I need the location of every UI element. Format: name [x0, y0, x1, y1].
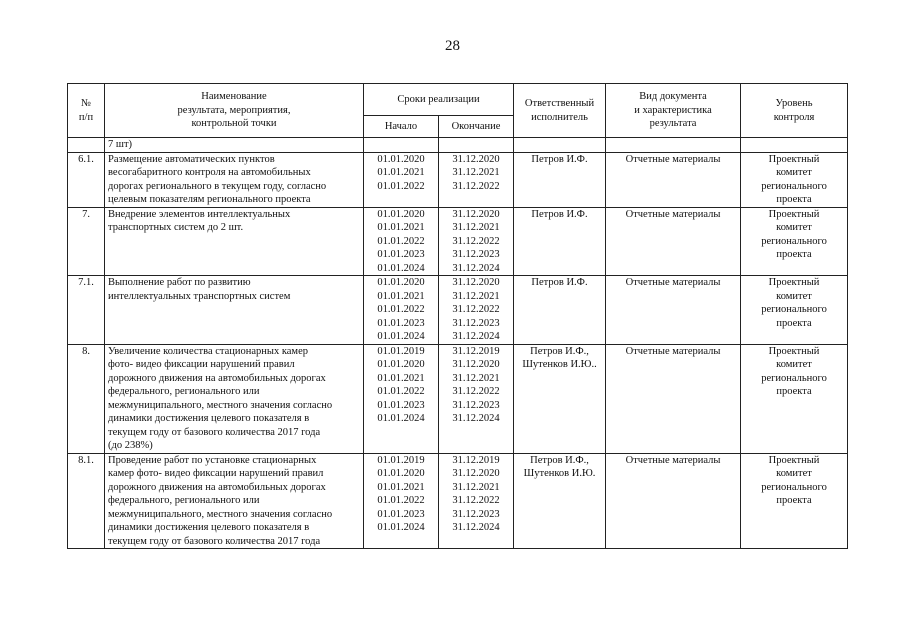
row-control-level-line: Проектный	[768, 277, 820, 288]
table-row	[68, 453, 848, 549]
row-control-level	[741, 344, 848, 453]
row-start-dates	[364, 453, 439, 549]
row-name-line: Выполнение работ по развитию	[108, 277, 251, 288]
row-name	[105, 453, 364, 549]
row-control-level-line: регионального	[761, 372, 827, 384]
row-start-dates-line: 01.01.2021	[377, 481, 425, 493]
row-number: 8.1.	[68, 453, 105, 549]
row-control-level-line: Проектный	[768, 153, 820, 165]
row-start-dates-line: 01.01.2021	[377, 222, 425, 233]
row-name	[105, 207, 364, 276]
row-start-dates-line: 01.01.2021	[377, 290, 425, 302]
row-number: 7.	[68, 207, 105, 276]
header-start: Начало	[364, 116, 439, 138]
row-end-dates	[439, 152, 514, 207]
row-end-dates-line: 31.12.2024	[452, 262, 500, 274]
header-doc-type: Вид документа и характеристика результата	[606, 84, 741, 138]
row-name-line: федерального, регионального или	[108, 386, 260, 397]
row-responsible-line: Петров И.Ф.,	[530, 454, 589, 466]
row-end-dates-line: 31.12.2019	[452, 345, 500, 357]
row-start-dates-line: 01.01.2019	[377, 454, 425, 466]
row-end-dates-line: 31.12.2021	[452, 222, 500, 233]
row-control-level-line: регионального	[761, 180, 827, 192]
row-start-dates-line: 01.01.2019	[377, 345, 425, 357]
row-end-dates-line: 31.12.2022	[452, 180, 500, 192]
row-doc-type: Отчетные материалы	[606, 344, 741, 453]
row-end-dates-line: 31.12.2021	[452, 167, 500, 178]
row-end-dates-line: 31.12.2021	[452, 290, 500, 302]
row-start-dates-line: 01.01.2020	[377, 277, 425, 288]
row-name-line: Увеличение количества стационарных камер	[108, 345, 308, 357]
row-control-level	[741, 276, 848, 345]
row-name-line: Внедрение элементов интеллектуальных	[108, 208, 291, 220]
row-start-dates-line: 01.01.2021	[377, 372, 425, 384]
row-end-dates-line: 31.12.2023	[452, 317, 500, 329]
row-control-level-line: проекта	[776, 194, 812, 205]
row-start-dates-line: 01.01.2024	[377, 413, 425, 424]
header-name: Наименование результата, мероприятия, контрольной точки	[105, 84, 364, 138]
row-end-dates-line: 31.12.2023	[452, 508, 500, 520]
row-control-level-line: проекта	[776, 386, 812, 397]
row-start-dates	[364, 276, 439, 345]
row-start-dates-line: 01.01.2024	[377, 522, 425, 533]
row-control-level	[741, 152, 848, 207]
row-name-line: текущем году от базового количества 2017 года	[108, 535, 321, 547]
row-doc-type: Отчетные материалы	[606, 453, 741, 549]
page-number: 28	[445, 38, 460, 54]
row-start-dates	[364, 152, 439, 207]
row-name-line: межмуниципального, местного значения согласно	[108, 508, 333, 520]
row-responsible-line: Петров И.Ф.,	[530, 345, 589, 357]
row-control-level-line: комитет	[776, 290, 812, 302]
row-start-dates-line: 01.01.2021	[377, 167, 425, 178]
row-name-line: текущем году от базового количества 2017 года	[108, 426, 321, 438]
row-name	[105, 152, 364, 207]
row-end-dates-line: 31.12.2022	[452, 495, 500, 506]
row-start-dates-line: 01.01.2023	[377, 399, 425, 411]
row-name	[105, 276, 364, 345]
row-end-dates-line: 31.12.2022	[452, 386, 500, 397]
row-end-dates-line: 31.12.2023	[452, 249, 500, 260]
row-control-level-line: регионального	[761, 481, 827, 493]
row-end-dates-line: 31.12.2024	[452, 522, 500, 533]
row-number: 6.1.	[68, 152, 105, 207]
row-end-dates-line: 31.12.2021	[452, 481, 500, 493]
row-name-line: межмуниципального, местного значения согласно	[108, 399, 333, 411]
row-end-dates-line: 31.12.2020	[452, 208, 500, 220]
row-start-dates	[364, 207, 439, 276]
row-end-dates-line: 31.12.2024	[452, 331, 500, 342]
row-control-level-line: регионального	[761, 304, 827, 315]
row-name-line: фото- видео фиксации нарушений правил	[108, 359, 295, 370]
row-name-line: динамики достижения целевого показателя в	[108, 522, 310, 533]
row-control-level-line: проекта	[776, 317, 812, 329]
row-responsible	[514, 453, 606, 549]
row-number: 8.	[68, 344, 105, 453]
row-end-dates	[439, 207, 514, 276]
row-start-dates-line: 01.01.2022	[377, 495, 425, 506]
row-responsible	[514, 152, 606, 207]
continuation-text: 7 шт)	[105, 138, 364, 153]
row-control-level-line: Проектный	[768, 454, 820, 466]
row-name-line: весогабаритного контроля на автомобильных	[108, 167, 311, 178]
row-end-dates	[439, 344, 514, 453]
row-end-dates-line: 31.12.2020	[452, 468, 500, 479]
row-name-line: (до 238%)	[108, 440, 153, 451]
row-responsible-line: Петров И.Ф.	[531, 153, 588, 165]
table-row	[68, 276, 848, 345]
row-end-dates	[439, 276, 514, 345]
row-end-dates-line: 31.12.2024	[452, 413, 500, 424]
row-start-dates-line: 01.01.2024	[377, 331, 425, 342]
row-name-line: дорогах регионального в текущем году, согласно	[108, 180, 327, 192]
row-start-dates-line: 01.01.2024	[377, 262, 425, 274]
row-start-dates-line: 01.01.2020	[377, 468, 425, 479]
table-row-continuation	[68, 138, 848, 153]
table-header-row	[68, 84, 848, 116]
row-end-dates-line: 31.12.2020	[452, 359, 500, 370]
row-end-dates-line: 31.12.2022	[452, 235, 500, 247]
row-name-line: дорожного движения на автомобильных дорогах	[108, 372, 326, 384]
row-control-level-line: комитет	[776, 359, 812, 370]
row-responsible	[514, 276, 606, 345]
row-name-line: Размещение автоматических пунктов	[108, 153, 275, 165]
row-responsible-line: Петров И.Ф.	[531, 208, 588, 220]
row-end-dates-line: 31.12.2021	[452, 372, 500, 384]
row-end-dates-line: 31.12.2023	[452, 399, 500, 411]
row-number: 7.1.	[68, 276, 105, 345]
header-control-level: Уровень контроля	[741, 84, 848, 138]
row-control-level	[741, 207, 848, 276]
row-doc-type: Отчетные материалы	[606, 152, 741, 207]
row-name-line: федерального, регионального или	[108, 495, 260, 506]
row-start-dates-line: 01.01.2022	[377, 304, 425, 315]
row-end-dates-line: 31.12.2020	[452, 153, 500, 165]
row-control-level	[741, 453, 848, 549]
row-end-dates-line: 31.12.2020	[452, 277, 500, 288]
row-responsible-line: Шутенков И.Ю.	[523, 468, 596, 479]
row-start-dates-line: 01.01.2022	[377, 180, 425, 192]
row-control-level-line: проекта	[776, 495, 812, 506]
row-control-level-line: проекта	[776, 249, 812, 260]
row-start-dates-line: 01.01.2023	[377, 508, 425, 520]
row-start-dates-line: 01.01.2023	[377, 317, 425, 329]
activities-table	[67, 83, 848, 549]
row-name-line: транспортных систем до 2 шт.	[108, 222, 244, 233]
row-start-dates-line: 01.01.2020	[377, 359, 425, 370]
row-control-level-line: комитет	[776, 222, 812, 233]
row-start-dates	[364, 344, 439, 453]
table-row	[68, 207, 848, 276]
row-responsible	[514, 344, 606, 453]
row-responsible	[514, 207, 606, 276]
row-responsible-line: Петров И.Ф.	[531, 277, 588, 288]
row-start-dates-line: 01.01.2022	[377, 235, 425, 247]
row-name-line: целевым показателям регионального проекта	[108, 194, 311, 205]
row-control-level-line: регионального	[761, 235, 827, 247]
row-start-dates-line: 01.01.2023	[377, 249, 425, 260]
row-name-line: Проведение работ по установке стационарных	[108, 454, 317, 466]
row-start-dates-line: 01.01.2022	[377, 386, 425, 397]
row-start-dates-line: 01.01.2020	[377, 153, 425, 165]
row-control-level-line: Проектный	[768, 345, 820, 357]
row-doc-type: Отчетные материалы	[606, 207, 741, 276]
row-name-line: динамики достижения целевого показателя в	[108, 413, 310, 424]
row-name	[105, 344, 364, 453]
row-doc-type: Отчетные материалы	[606, 276, 741, 345]
row-name-line: интеллектуальных транспортных систем	[108, 290, 291, 302]
header-terms: Сроки реализации	[364, 84, 514, 116]
row-responsible-line: Шутенков И.Ю..	[522, 359, 597, 370]
row-name-line: дорожного движения на автомобильных дорогах	[108, 481, 326, 493]
header-end: Окончание	[439, 116, 514, 138]
header-responsible: Ответственный исполнитель	[514, 84, 606, 138]
row-end-dates-line: 31.12.2019	[452, 454, 500, 466]
row-end-dates	[439, 453, 514, 549]
row-name-line: камер фото- видео фиксации нарушений правил	[108, 468, 324, 479]
table-row	[68, 344, 848, 453]
table-row	[68, 152, 848, 207]
row-control-level-line: Проектный	[768, 208, 820, 220]
row-start-dates-line: 01.01.2020	[377, 208, 425, 220]
header-number: № п/п	[68, 84, 105, 138]
row-control-level-line: комитет	[776, 468, 812, 479]
row-end-dates-line: 31.12.2022	[452, 304, 500, 315]
row-control-level-line: комитет	[776, 167, 812, 178]
